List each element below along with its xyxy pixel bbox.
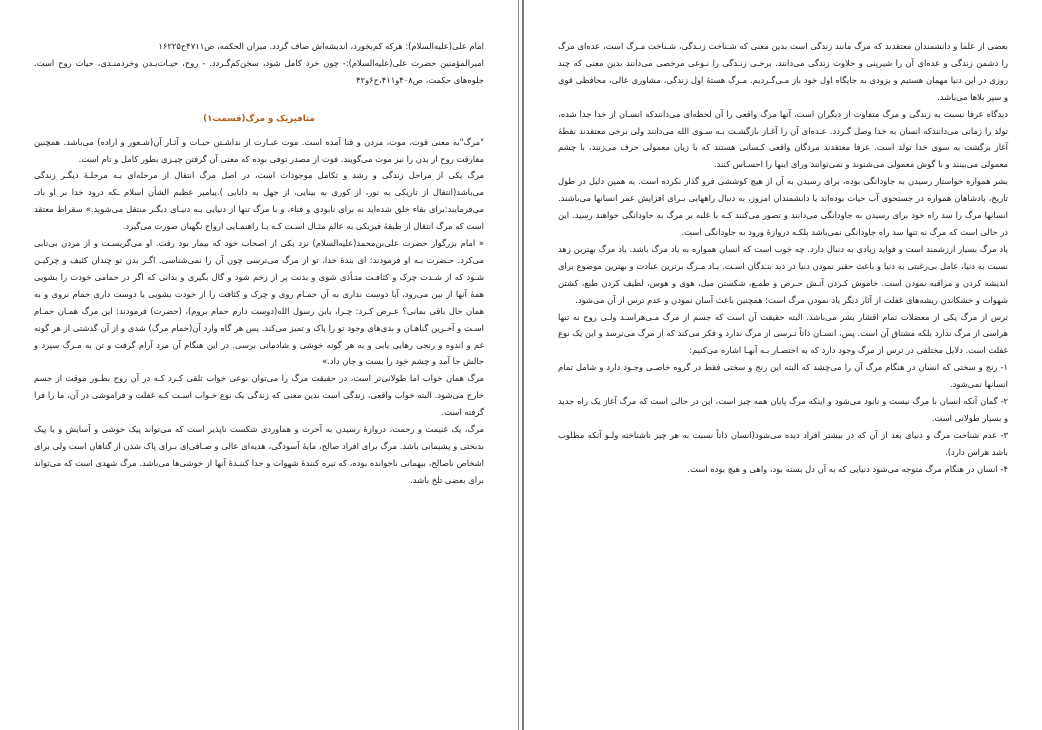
right-paragraph-2: دیدگاه عرفا نسبت به زندگی و مرگ متفاوت از دیگران است، آنها مرگ واقعی را آن لحظه‌ای می‌دانندکه انسـان از خدا جدا شده، تولد را زمانی می‌دانندکه انسان به خدا وصل گـردد. عـده‌ای آن را آغـاز بازگشـت بـه سـوی الله می‌دانند ولی برخی معتقدند نقطهٔ آغاز برگشت به سوی خدا تولد است. عرفا معتقدند مردگان واقعی کـسانی هستند که با زبان معمولی حرف می‌زنند، با چشم معمولی می‌بینند و با گوش معمولی می‌شنوند و نمی‌توانند ورای اینها را احسـاس کنند.: [558, 108, 1008, 170]
list-item-2: ۲- گمان آنکه انسان با مرگ نیست و نابود می‌شود و اینکه مرگ پایان همه چیز است، این در حالی است که مرگ آغاز یک راه جدید و بسیار طولانی است.: [558, 396, 1008, 423]
left-paragraph-2: مرگ یکی از مراحل زندگی و رشد و تکامل موجودات است، در اصل مرگ انتقال از مرحله‌ای بـه مرحلـهٔ دیگـر زندگی می‌باشد(انتقال از تاریکی به نور، از کوری به بینایی، از جهل به دانایی ).پیامبر عظیم الشأن اسلام ـکه درود خدا بر او بادـ می‌فرمایند:برای بقاء خلق شده‌اید نه برای نابودی و فناء، و با مرگ تنها از دنیایی بـه دنیـای دیگـر منتقل می‌شوید.» سقراط معتقد است که مرگ انتقال از طبقهٔ فیزیکی به عالم مثـال اسـت کـه بـا راهنمـایی ارواح نگهبان صورت می‌گیرد.: [34, 170, 484, 232]
left-page: [0, 0, 518, 730]
left-paragraph-1: "مرگ"به معنی فوت، موت، مردن و فنا آمده است. موت عبـارت از نداشـتن حیـات و آثـار آن(شـعور و اراده) می‌باشد. همچنین مفارقت روح از بدن را نیز موت می‌گویند. فوت از مصدر توفی بوده که معنی آن گرفتن چیـزی بطور کامل و تام است.: [34, 136, 484, 164]
right-paragraph-4: یاد مرگ بسیار ارزشمند است و فواید زیادی به دنبال دارد. چه خوب است که انسان همواره به یاد مرگ باشد. یاد مرگ بهترین زهد نسبت به دنیا، عامل بی‌رغبتی به دنیا و باعث حقیر نمودن دنیا در دید بنـدگان اسـت. یـاد مـرگ برترین عبادت و بهترین موضوع برای اندیشه کردن و مراقبه نمودن است. خاموش کـردن آتـش حـرص و طمـع، شکستن میل، هوی و هوس، لطیف کردن طبع، کشتن شهوات و خشکاندن ریشه‌های غفلت از آثار دیگر یاد نمودن مرگ است؛ همچنین باعث آسان نمودن و عدم ترس از آن می‌شود.: [558, 243, 1008, 305]
left-paragraph-5: مرگ، یک غنیمت و رحمت، دروازهٔ رسیدن به آخرت و هماوردی شکست ناپذیر است که می‌تواند پیک خوشی و آسایش و یا پیک بدبختی و پشیمانی باشد. مرگ برای افراد صالح، مایهٔ آسودگی، هدیه‌ای عالی و صـافی‌ای بـرای پاک شدن از گناهان است ولی برای اشخاص ناصالح، بیهمانی ناخوانده بوده، که تیره کنندهٔ شهوات و جدا کننـدهٔ آنها از خوشی‌ها می‌باشد. مرگ شهدی است که می‌تواند برای بعضی تلخ باشد.: [34, 424, 484, 485]
left-paragraph-3: « امام بزرگوار حضرت علی‌بن‌محمد(علیه‌السلام) نزد یکی از اصحاب خود که بیمار بود رفت. او می‌گریسـت و از مردن بی‌تابی می‌کرد. حـضرت بـه او فرمودند: ای بندهٔ خدا، تو از مرگ می‌ترسی چون آن را نمی‌شناسی. اگـر بدن تو چندان کثیف و چرکیـن شـود که از شـدت چرک و کثافـت متـأذی شوی و بدنت پر از زخم شود و گال بگیری و بدانی که اگر در حمامی خودت را بشویی همهٔ آنها از بین می‌رود، آیا دوست نداری به آن حمـام روی و چرک و کثافت را از خودت بشویی یا دوست داری حمام نروی و به همان حال باقی بمانی؟ عـرض کـرد: چـرا، یابن رسول الله(دوست دارم حمام بروم)، (حضرت) فرمودند: این مرگ همـان حمـام اسـت و آخـرین گناهـان و بدی‌های وجود تو را پاک و تمیز می‌کند. پس هر گاه وارد آن(حمام مرگ) شدی و از آن گذشتی از هر گونه غم و اندوه و رنجی رهایی یابی و به هر گونه خوشی و شادمانی برسی. در این هنگام آن مرد آرام گرفت و تن به مـرگ سپرد و حالش جا آمد و چشم خود را بست و جان داد.»: [34, 238, 484, 367]
section-title: متافیزیک و مرگ(قسمت۱): [203, 113, 315, 124]
left-paragraph-4: مرگ همان خواب اما طولانی‌تر است، در حقیقت مرگ را می‌توان نوعی خواب تلقی کـرد کـه در آن روح بطـور موقت از جسم خارج می‌شود. البته خواب واقعی، زندگی است بدین معنی که زندگی یک نوع خـواب اسـت کـه غفلت و فراموشی در آن، ما را فرا گرفته است.: [34, 373, 484, 418]
right-paragraph-3: بشر همواره خواستار رسیدن به جاودانگی بوده، برای رسیدن به آن از هیچ کوششی فرو گذار نکرده است. به همین دلیل در طول تاریخ، پادشاهان همواره در جستجوی آب حیات بوده‌اند یا دانشمندان امروز، به دنبال راههایی بـرای افزایش عمر انسانها می‌باشند. انسانها مرگ را سد راه خود برای رسیدن به جاودانگی می‌دانند و تصور می‌کنند کـه با غلبه بر مرگ به جاودانگی خواهند رسید. این در حالی است که مرگ نه تنها سد راه جاودانگی نمی‌باشد بلکـه دروازهٔ ورود به جاودانگی است.: [558, 176, 1008, 237]
right-page: [524, 0, 1042, 730]
gutter-line: [518, 0, 519, 730]
right-paragraph-5: ترس از مرگ یکی از معضلات تمام اقشار بشر می‌باشد. البته حقیقت آن است که جسم از مرگ مـی‌هراسـد ولـی روح نه تنها هراسی از مرگ ندارد بلکه مشتاق آن است. پس، انسـان ذاتاً تـرسی از مرگ ندارد و فکر می‌کند که از مرگ می‌ترسد و این یک نوع غفلت است. دلایل مختلفی در ترس از مرگ وجود دارد که به اختصـار بـه آنهـا اشاره می‌کنیم:: [558, 311, 1008, 356]
list-item-3: ۳- عدم شناخت مرگ و دنیای بعد از آن که در بیشتر افراد دیده می‌شود(انسان ذاتاً نسبت به هر چیز ناشناخته ولـو آنکه مطلوب باشد هراس دارد).: [558, 429, 1008, 457]
list-item-4: ۴- انسان در هنگام مرگ متوجه می‌شود دنیایی که به آن دل بسته بود، واهی و هیچ بوده است.: [687, 463, 1008, 474]
list-item-1: ۱- رنج و سختی که انسان در هنگام مرگ آن را می‌چشد که البته این رنج و سختی فقط در گروه خاصـی وجـود دارد و شامل تمام انسانها نمی‌شود.: [558, 362, 1008, 390]
quote-imam-ali-1: امام علی(علیه‌السلام): هرکه کم‌بخورد، اندیشه‌اش صاف گردد. میزان الحکمه، ص۴۷۱۱ح۱۶۲۲۵: [158, 41, 484, 51]
quote-imam-ali-2: امیرالمؤمنین حضرت علی(علیه‌السلام):- چون خرد کامل شود، سخن‌کم‌گـردد. - روح، حیـات‌بـدن وخردمنـدی، حیات روح است. جلوه‌های حکمت، ص۴۰۸و۴۱۱،ح۶و۴۲: [34, 57, 484, 85]
right-paragraph-1: بعضی از علما و دانشمندان معتقدند که مرگ مانند زندگی است بدین معنی که شـناخت زنـدگی، شـناخت مـرگ است، عده‌ای مرگ را دشمن زندگی و عده‌ای آن را شیرینی و حلاوت زندگی می‌دانند. برخـی زنـدگی را نـوعی مرخصی می‌دانند بدین معنی که چند روزی در این دنیا مهمان هستیم و بزودی به جایگاه اول خود باز مـی‌گـردیم. مـرگ هستهٔ اول زندگی، مشاوری عالی، محافظی قوی و سپر بلاها می‌باشد.: [558, 41, 1008, 102]
